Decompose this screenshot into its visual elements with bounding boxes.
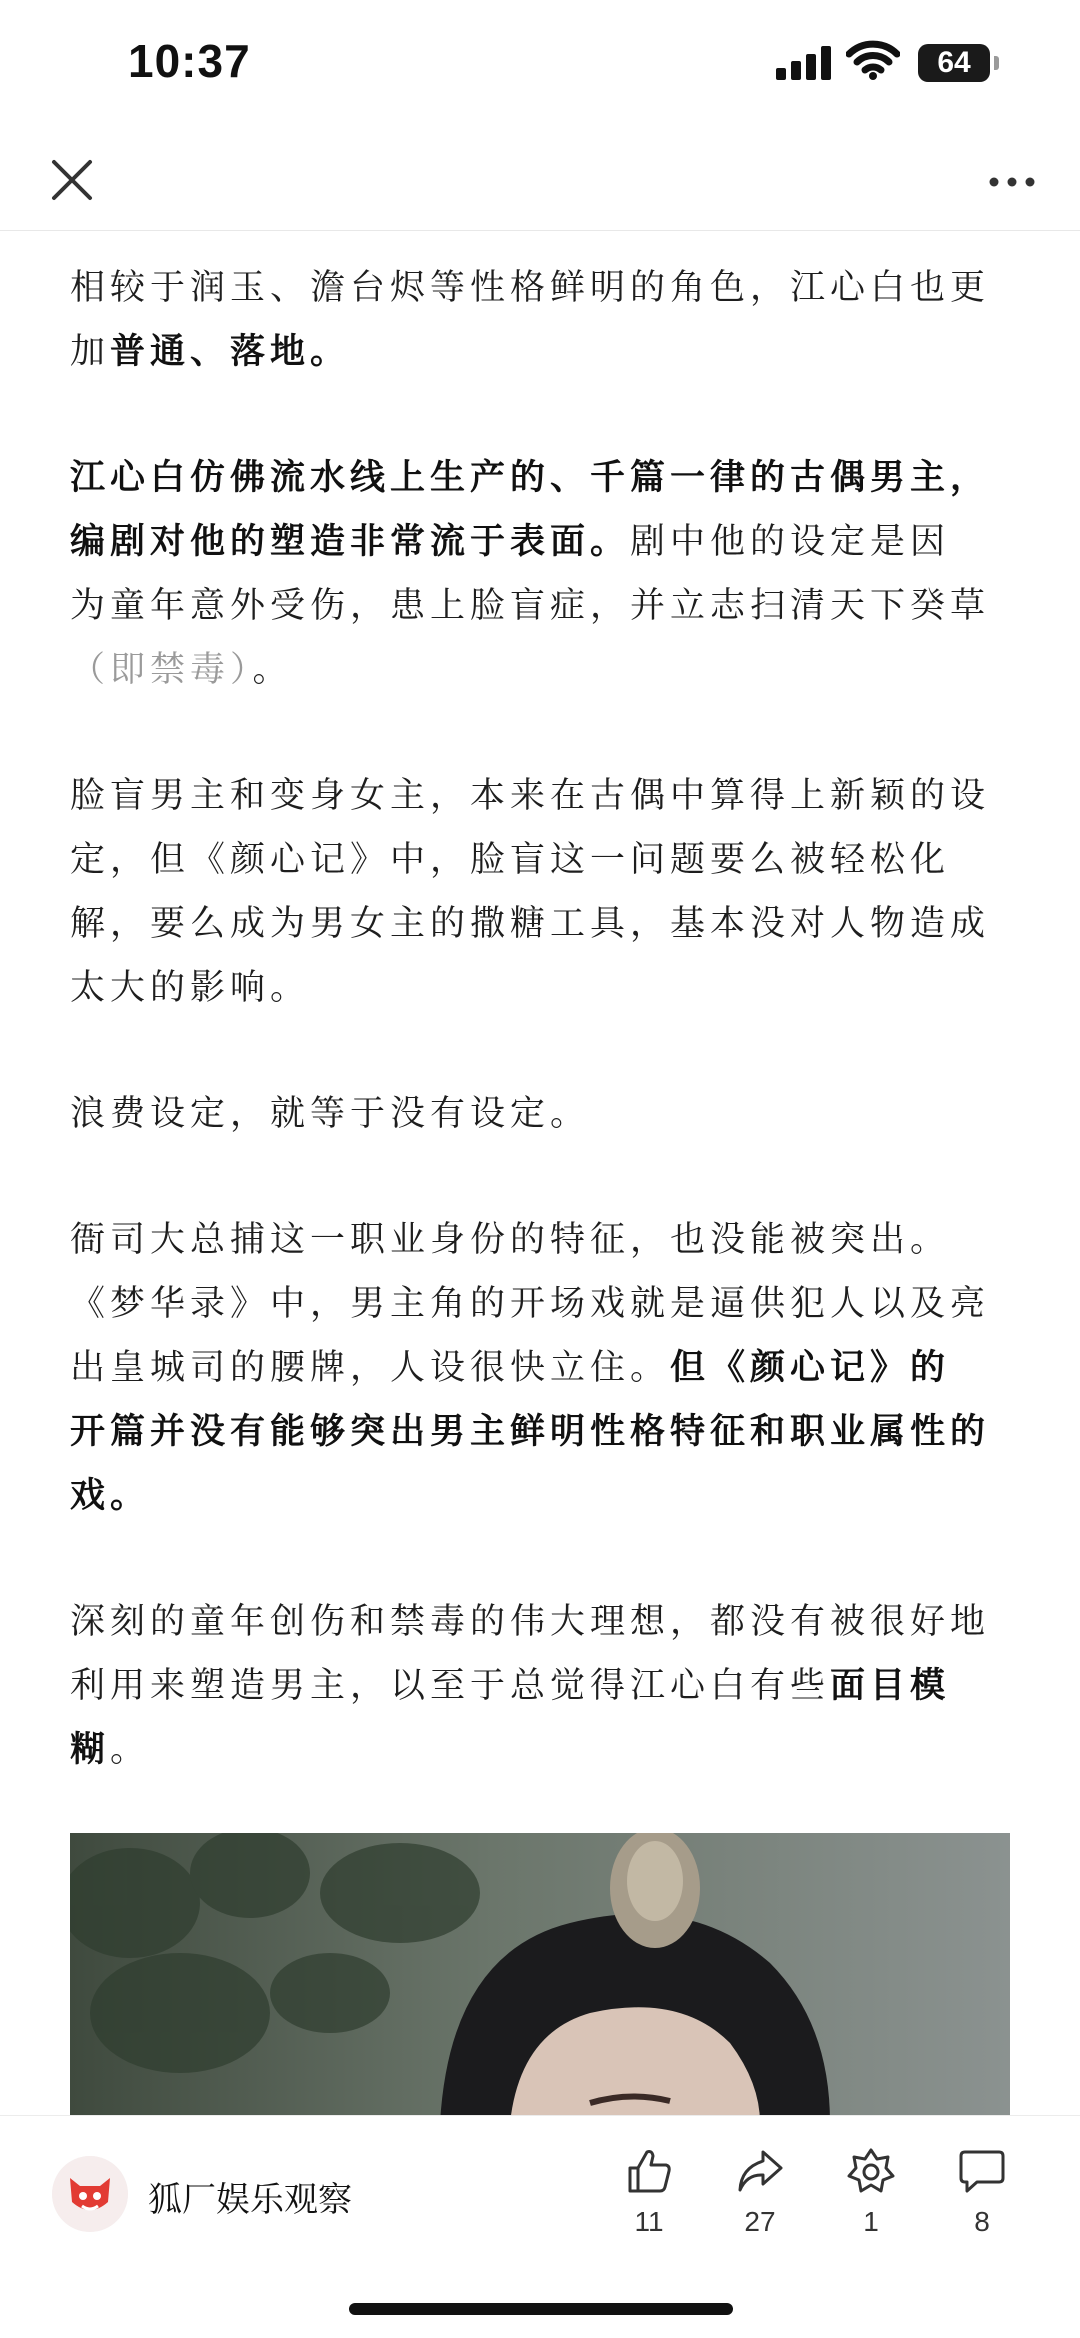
article-paragraph-6 [70, 1590, 990, 1782]
share-button[interactable] [715, 2146, 805, 2238]
article-paragraph-3: 脸盲男主和变身女主，本来在古偶中算得上新颖的设定，但《颜心记》中，脸盲这一问题要么被轻松化解，要么成为男女主的撒糖工具，基本没对人物造成太大的影响。 [70, 776, 991, 1008]
paragraph-text: 剧中他的设定是因为童年意外受伤，患上脸盲症，并立志扫清天下癸草 [70, 522, 991, 626]
collect-icon [846, 2146, 896, 2196]
wifi-icon [846, 40, 900, 80]
battery-indicator: 64 [918, 44, 990, 82]
author-name[interactable]: 狐厂娱乐观察 [148, 2180, 352, 2220]
share-count: 27 [744, 2206, 776, 2237]
paragraph-text: 。 [110, 1730, 151, 1770]
fox-logo-icon [52, 2156, 128, 2232]
nav-bar [0, 130, 1080, 231]
collect-button[interactable] [826, 2146, 916, 2238]
like-button[interactable] [604, 2146, 694, 2238]
status-time: 10:37 [128, 35, 251, 87]
like-count: 11 [634, 2206, 664, 2237]
article-paragraph-4: 浪费设定，就等于没有设定。 [70, 1094, 591, 1134]
paragraph-note-text: （即禁毒） [70, 650, 253, 690]
paragraph-bold-text: 面目模糊 [70, 1666, 951, 1770]
paragraph-text: 深刻的童年创伤和禁毒的伟大理想，都没有被很好地利用来塑造男主，以至于总觉得江心白有些 [70, 1602, 991, 1706]
like-icon [624, 2146, 674, 2196]
paragraph-bold-text: 普通、落地。 [110, 332, 351, 372]
article-paragraph-1 [70, 256, 990, 384]
comment-count: 8 [974, 2206, 990, 2237]
share-icon [735, 2146, 785, 2196]
collect-count: 1 [863, 2206, 879, 2237]
close-button[interactable] [40, 148, 104, 212]
author-avatar[interactable] [52, 2156, 128, 2232]
article-paragraph-2 [70, 446, 990, 702]
comment-button[interactable] [937, 2146, 1027, 2238]
paragraph-bold-text: 江心白仿佛流水线上生产的、千篇一律的古偶男主，编剧对他的塑造非常流于表面。 [70, 458, 991, 562]
more-button[interactable] [980, 148, 1044, 212]
photo-drama-still [70, 1833, 1010, 2123]
paragraph-bold-text: 但《颜心记》的开篇并没有能够突出男主鲜明性格特征和职业属性的戏。 [70, 1348, 991, 1516]
status-bar [0, 0, 1080, 130]
article-paragraph-5 [70, 1208, 990, 1528]
article-body [70, 256, 990, 1844]
comment-icon [957, 2146, 1007, 2196]
more-icon [980, 148, 1044, 212]
battery-nub [994, 56, 999, 70]
home-indicator[interactable] [349, 2303, 733, 2315]
paragraph-text: 衙司大总捕这一职业身份的特征，也没能被突出。《梦华录》中，男主角的开场戏就是逼供犯人以及亮出皇城司的腰牌，人设很快立住。 [70, 1220, 991, 1388]
paragraph-text: 相较于润玉、澹台烬等性格鲜明的角色，江心白也更加 [70, 268, 991, 372]
article-photo[interactable] [70, 1833, 1010, 2123]
signal-icon [776, 46, 832, 80]
close-icon [40, 148, 104, 212]
paragraph-text: 。 [252, 650, 293, 690]
